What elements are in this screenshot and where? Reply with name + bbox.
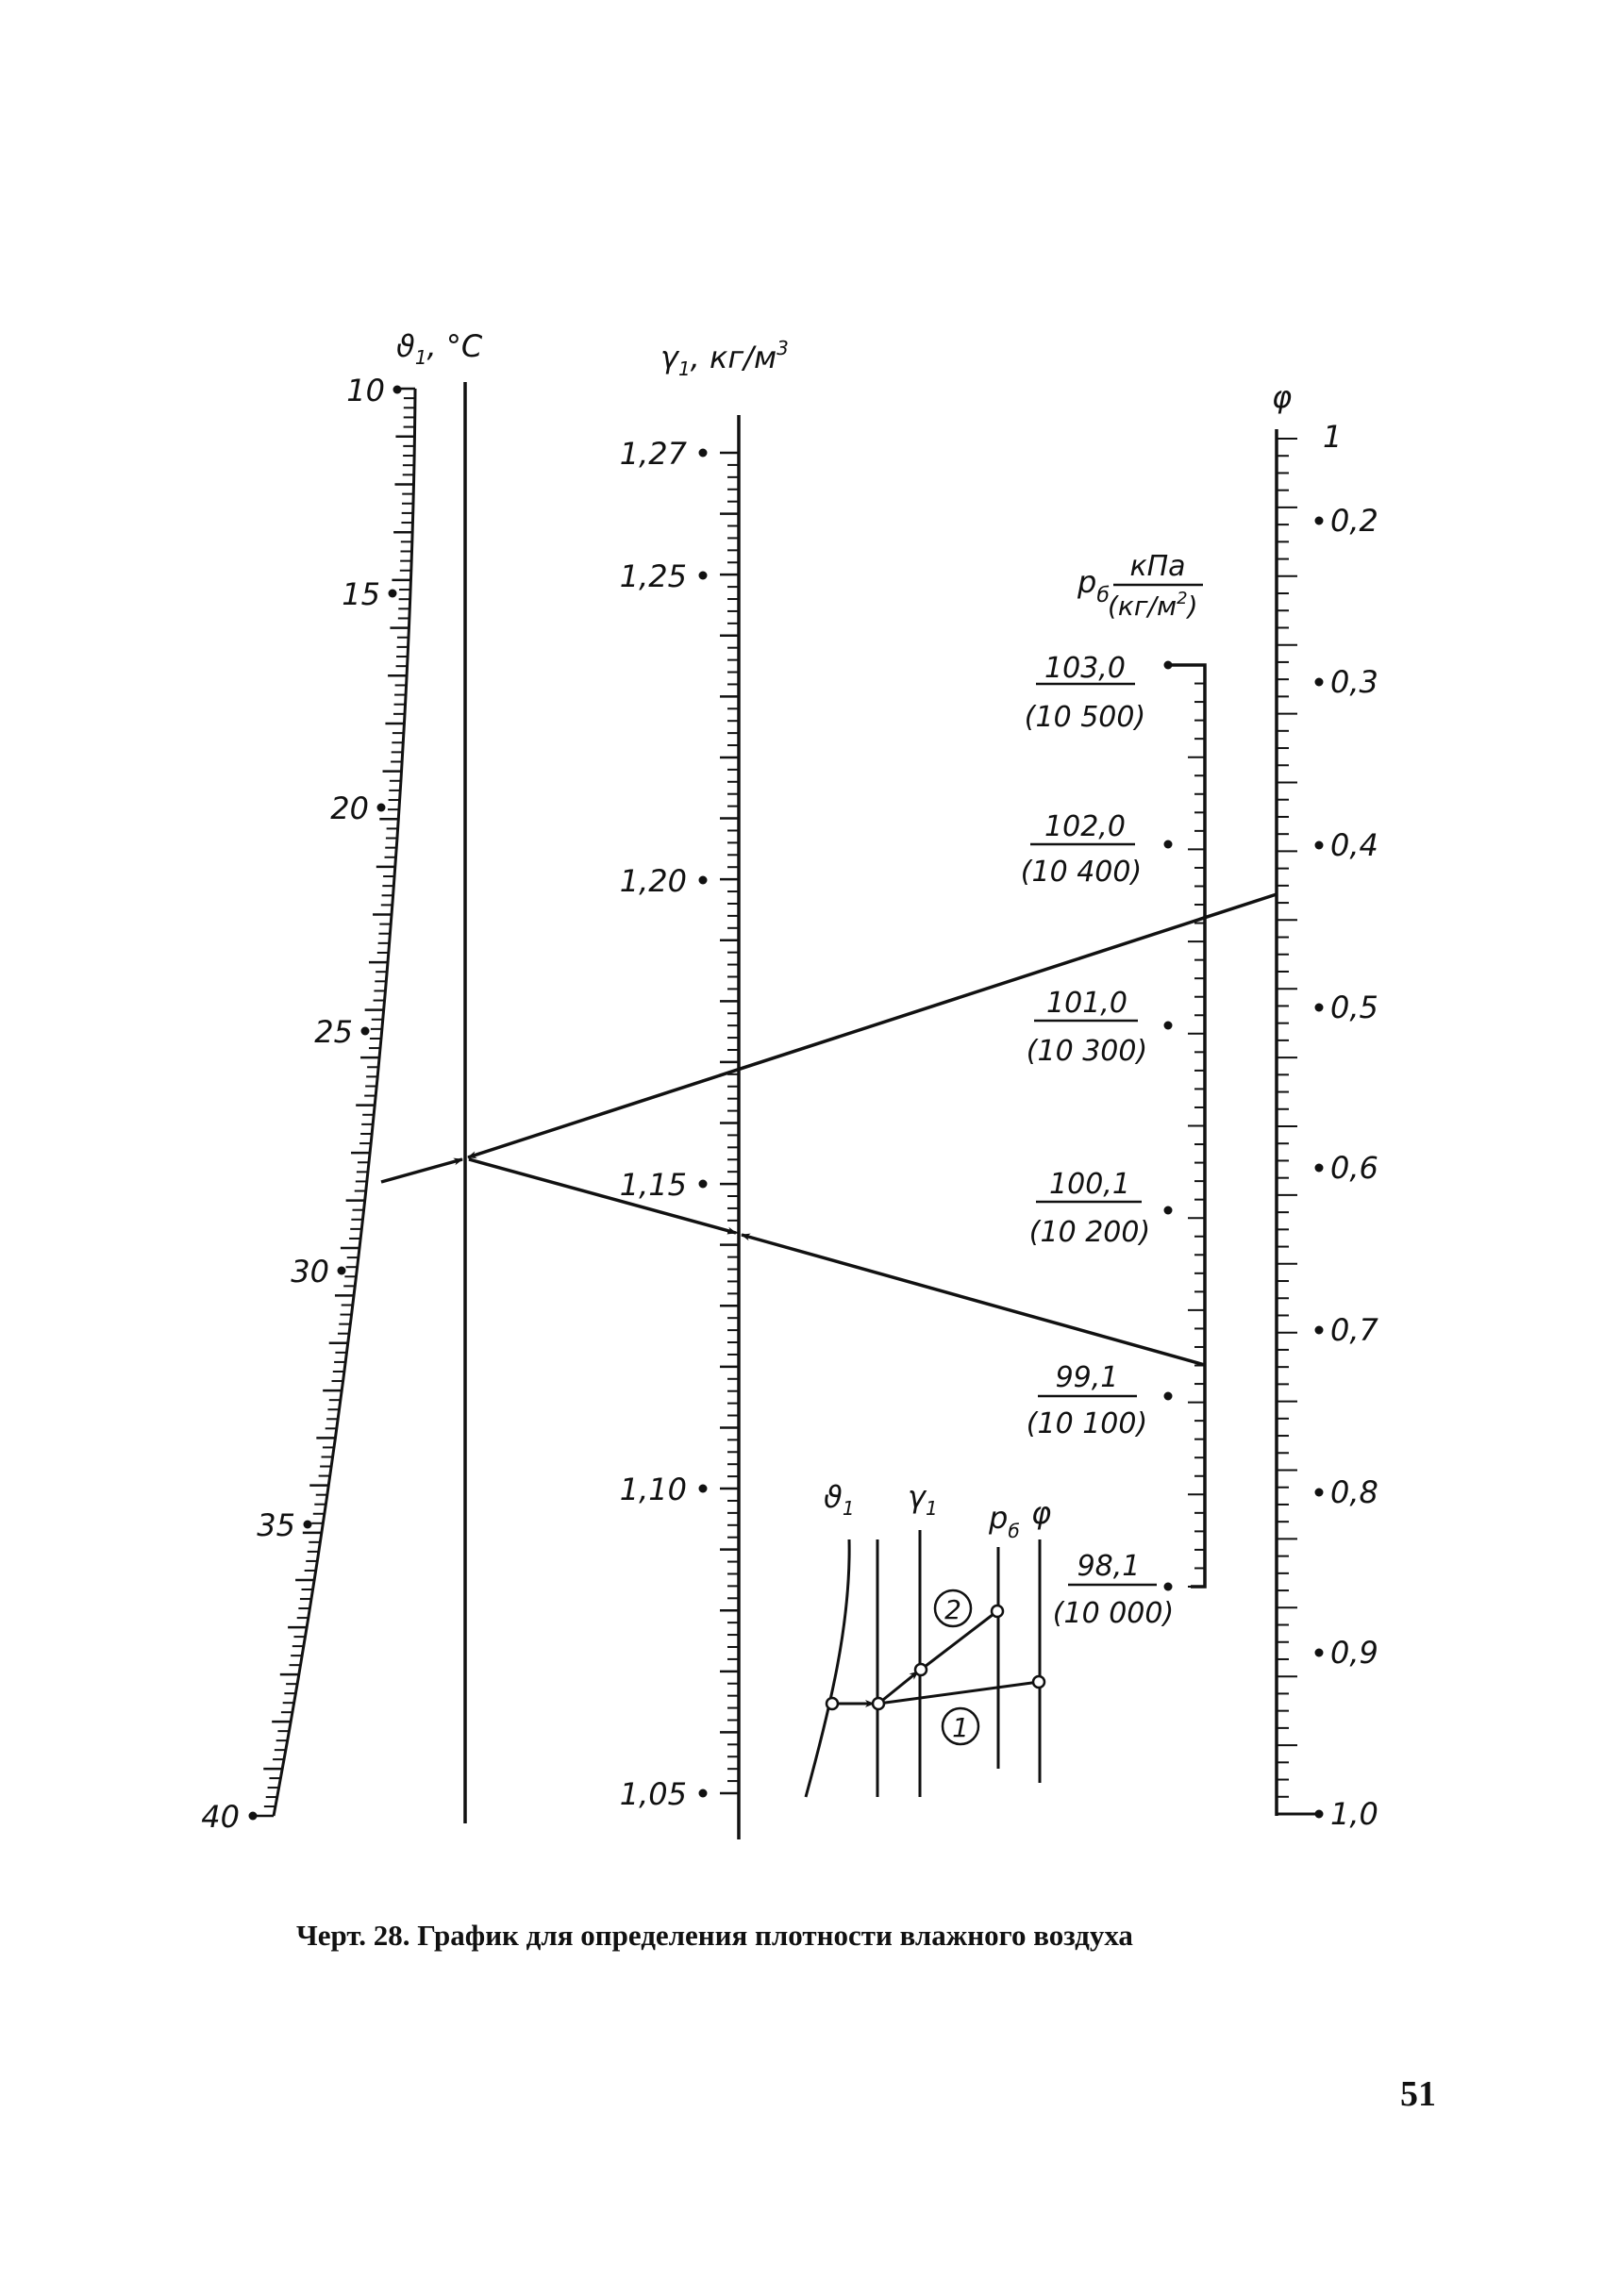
humidity-dot-07	[1315, 1326, 1324, 1335]
temperature-dot-40	[249, 1812, 258, 1821]
pressure-label-kpa-1010: 101,0	[1046, 987, 1127, 1020]
figure-caption: Черт. 28. График для определения плотности влажного воздуха	[296, 1919, 1133, 1952]
humidity-dot-03	[1315, 678, 1324, 687]
key-node-reference	[873, 1698, 884, 1709]
key-label-humidity: φ	[1031, 1495, 1052, 1531]
pressure-ticks	[1188, 665, 1205, 1587]
pressure-dot-1020	[1164, 840, 1173, 849]
pressure-axis-unit-top: кПа	[1129, 550, 1186, 583]
humidity-label-10: 1,0	[1330, 1796, 1378, 1832]
key-temperature-line	[806, 1539, 849, 1797]
temperature-ticks	[255, 389, 415, 1816]
temperature-dot-30	[338, 1267, 346, 1275]
example-lines	[381, 894, 1277, 1365]
key-label-temperature: $ϑ_1$	[824, 1479, 855, 1520]
key-step-label-2: 2	[944, 1594, 961, 1625]
key-label-density: $\gamma_1$	[908, 1479, 938, 1520]
pressure-label-kgm2-981: (10 000)	[1052, 1597, 1175, 1630]
temperature-dot-15	[389, 590, 397, 598]
example-line-step-3	[469, 1159, 736, 1233]
density-dot-110	[699, 1485, 708, 1493]
humidity-dot-02	[1315, 517, 1324, 525]
pressure-dot-991	[1164, 1392, 1173, 1401]
humidity-dot-10	[1315, 1810, 1324, 1819]
temperature-label-25: 25	[314, 1014, 353, 1050]
pressure-dot-1010	[1164, 1022, 1173, 1030]
density-ticks	[720, 453, 739, 1793]
key-node-density	[915, 1664, 927, 1675]
example-line-step-2	[742, 1235, 1205, 1365]
pressure-label-kpa-981: 98,1	[1077, 1550, 1141, 1583]
density-label-120: 1,20	[619, 863, 687, 899]
pressure-axis-symbol: $p_б$	[1077, 564, 1110, 607]
key-node-humidity	[1033, 1676, 1044, 1688]
temperature-label-15: 15	[342, 576, 380, 612]
density-label-110: 1,10	[619, 1472, 687, 1507]
temperature-axis-title: $ϑ_1$, °C	[396, 328, 483, 369]
key-node-pressure	[992, 1606, 1003, 1617]
density-dot-120	[699, 876, 708, 885]
pressure-label-kpa-1020: 102,0	[1044, 810, 1126, 843]
key-label-pressure: $p_б$	[989, 1500, 1020, 1542]
temperature-label-40: 40	[201, 1799, 240, 1835]
density-label-105: 1,05	[619, 1776, 687, 1812]
pressure-label-kpa-991: 99,1	[1055, 1361, 1119, 1394]
pressure-axis-unit-bottom: $(кг/м^2)$	[1108, 589, 1198, 622]
page-number: 51	[1400, 2074, 1436, 2114]
density-axis-title: $\gamma_1$, $кг/м^3$	[660, 337, 789, 380]
density-dot-115	[699, 1180, 708, 1189]
example-line-step-1	[468, 894, 1277, 1157]
pressure-dot-1001	[1164, 1206, 1173, 1215]
density-label-127: 1,27	[619, 436, 687, 472]
pressure-dot-1030	[1164, 661, 1173, 670]
humidity-label-09: 0,9	[1330, 1635, 1378, 1671]
pressure-label-kgm2-1020: (10 400)	[1020, 856, 1143, 889]
key-diagram	[806, 1479, 1051, 1797]
temperature-label-20: 20	[330, 790, 369, 826]
humidity-dot-04	[1315, 841, 1324, 850]
humidity-label-07: 0,7	[1330, 1312, 1378, 1348]
temperature-dot-25	[361, 1027, 370, 1036]
pressure-axis	[1021, 550, 1205, 1630]
density-label-125: 1,25	[619, 558, 687, 594]
humidity-axis-title: φ	[1272, 379, 1293, 415]
pressure-label-kgm2-1010: (10 300)	[1026, 1035, 1148, 1068]
humidity-axis	[1272, 379, 1379, 1832]
temperature-dot-35	[304, 1521, 312, 1529]
temperature-axis	[201, 328, 483, 1835]
temperature-dot-10	[393, 386, 402, 394]
humidity-label-06: 0,6	[1330, 1150, 1378, 1186]
pressure-label-kgm2-991: (10 100)	[1026, 1407, 1148, 1440]
humidity-label-05: 0,5	[1330, 990, 1378, 1025]
humidity-label-04: 0,4	[1330, 827, 1378, 863]
pressure-label-kpa-1001: 100,1	[1049, 1168, 1130, 1201]
pressure-label-kgm2-1030: (10 500)	[1024, 701, 1146, 734]
humidity-dot-08	[1315, 1489, 1324, 1497]
density-dot-125	[699, 572, 708, 580]
temperature-label-30: 30	[291, 1254, 329, 1289]
temperature-label-10: 10	[346, 373, 385, 408]
pressure-label-kgm2-1001: (10 200)	[1028, 1216, 1151, 1249]
temperature-label-35: 35	[257, 1507, 295, 1543]
humidity-dot-09	[1315, 1649, 1324, 1657]
humidity-dot-06	[1315, 1164, 1324, 1173]
density-dot-105	[699, 1789, 708, 1798]
humidity-ticks	[1277, 439, 1297, 1814]
key-node-temperature	[827, 1698, 838, 1709]
pressure-label-kpa-1030: 103,0	[1044, 652, 1126, 685]
humidity-label-03: 0,3	[1330, 664, 1378, 700]
density-dot-127	[699, 449, 708, 458]
pressure-dot-981	[1164, 1583, 1173, 1591]
temperature-dot-20	[377, 804, 386, 812]
density-label-115: 1,15	[619, 1167, 687, 1203]
humidity-label-1-top: 1	[1323, 419, 1343, 455]
example-line-step-4	[381, 1159, 462, 1182]
key-step-label-1: 1	[952, 1712, 969, 1743]
density-axis	[620, 337, 789, 1839]
humidity-label-02: 0,2	[1330, 503, 1378, 539]
humidity-label-08: 0,8	[1330, 1474, 1378, 1510]
humidity-dot-05	[1315, 1004, 1324, 1012]
